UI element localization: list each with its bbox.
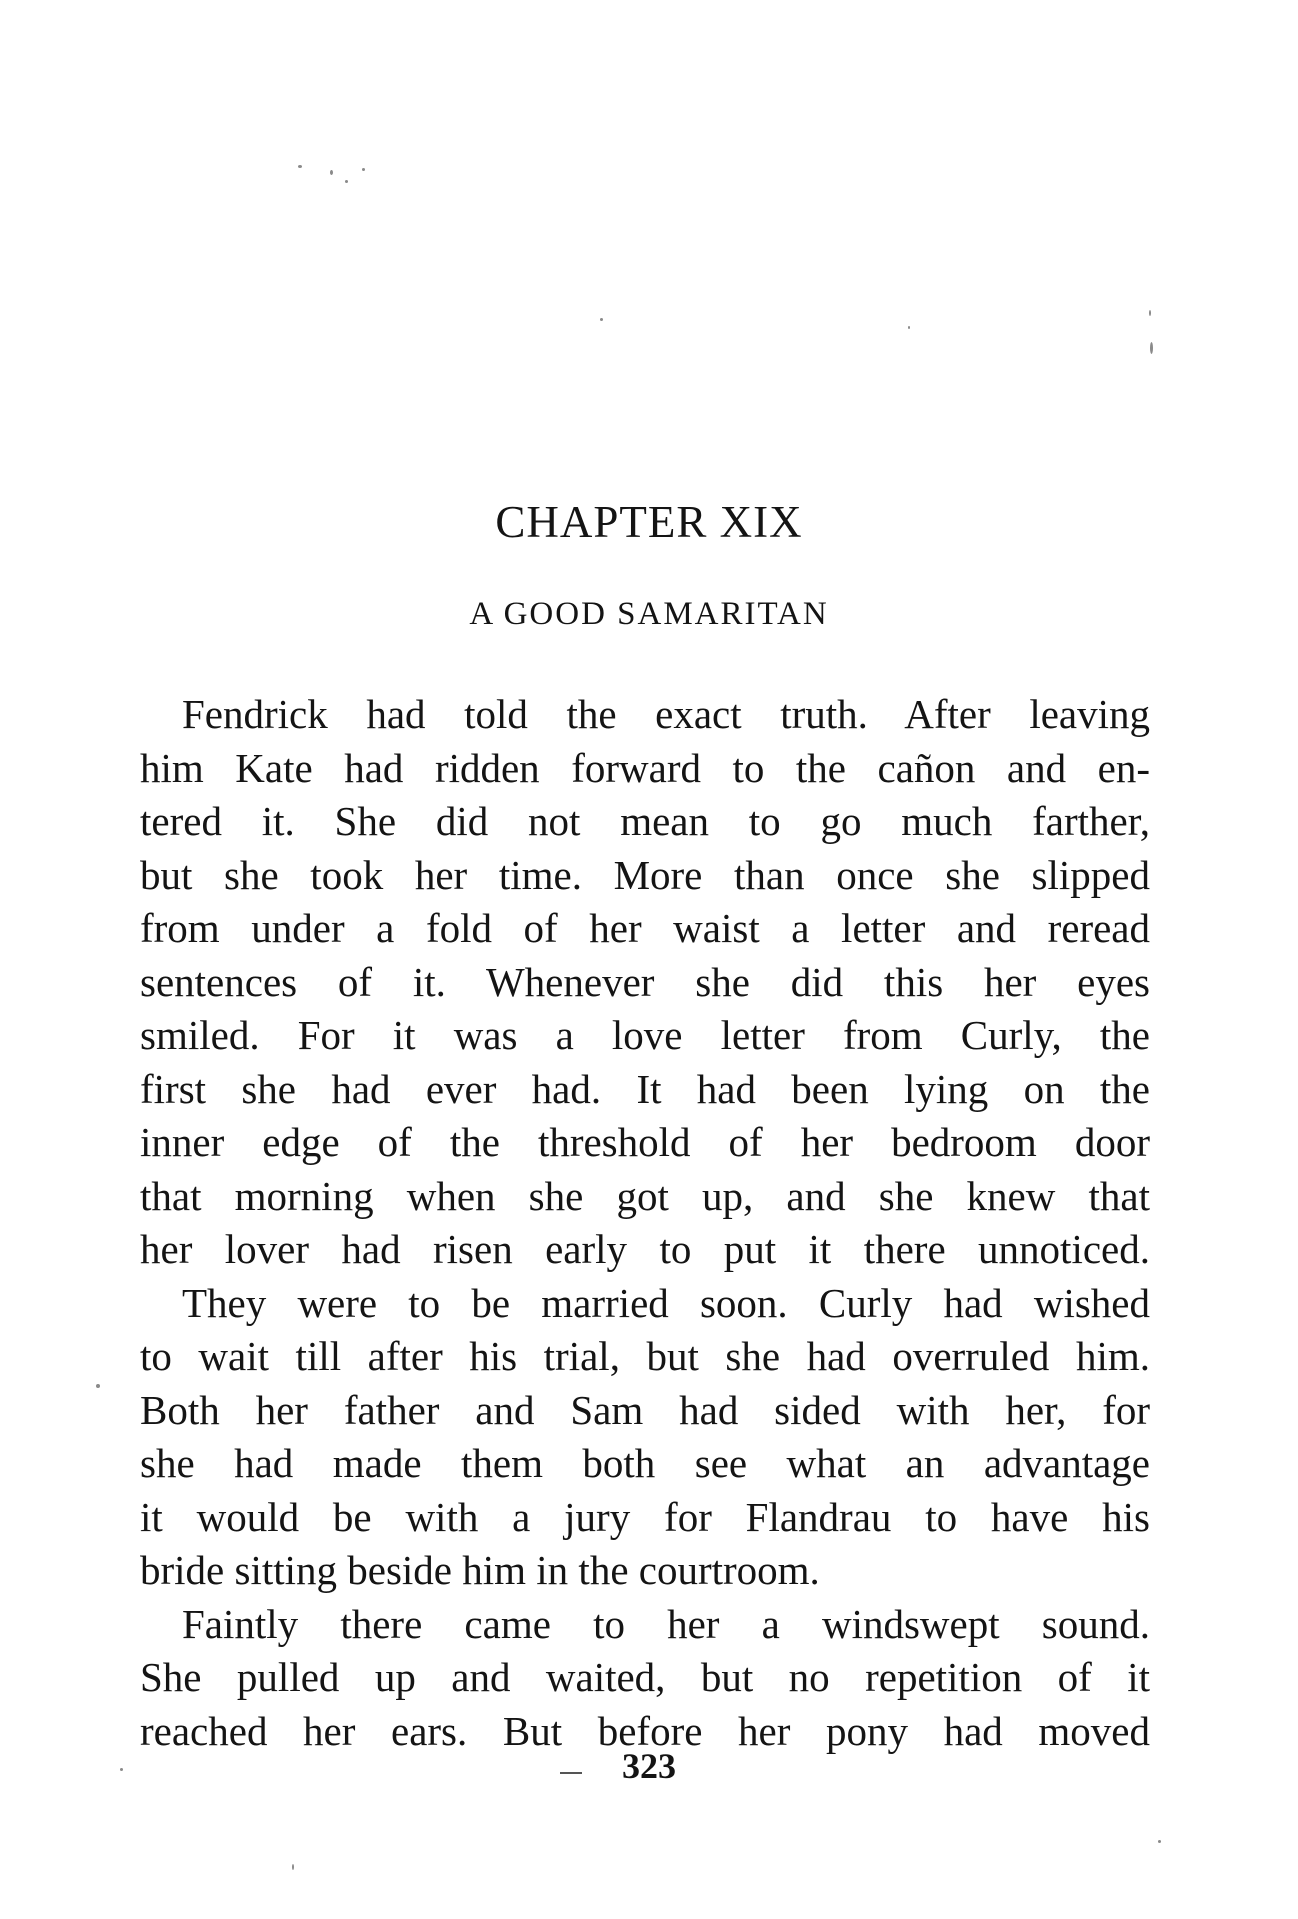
text-line: smiled. For it was a love letter from Curly, the (140, 1012, 1150, 1058)
paper-speck (96, 1384, 100, 1388)
text-line: They were to be married soon. Curly had wished (182, 1279, 1150, 1326)
text-line: bride sitting beside him in the courtroom. (140, 1547, 820, 1593)
body-text (140, 688, 1150, 1758)
page-number: 323 (622, 1746, 676, 1786)
text-line: to wait till after his trial, but she had overruled him. (140, 1333, 1150, 1379)
text-line: she had made them both see what an advantage (140, 1440, 1150, 1486)
paper-speck (298, 165, 302, 168)
text-line: first she had ever had. It had been lying on the (140, 1065, 1150, 1112)
paper-speck (362, 168, 365, 171)
text-line: She pulled up and waited, but no repetition of it (140, 1654, 1150, 1700)
text-line: Faintly there came to her a windswept sound. (182, 1600, 1150, 1647)
text-line: it would be with a jury for Flandrau to have his (140, 1493, 1150, 1540)
text-line: Fendrick had told the exact truth. After leaving (182, 691, 1150, 737)
paper-speck (292, 1864, 294, 1870)
paper-speck (908, 326, 910, 329)
text-line: Both her father and Sam had sided with her, for (140, 1386, 1150, 1433)
chapter-title: A GOOD SAMARITAN (469, 596, 829, 632)
paragraph (140, 688, 1150, 1277)
paper-speck (1158, 1840, 1161, 1843)
paper-speck (1149, 310, 1151, 316)
paragraph (140, 1277, 1150, 1598)
text-line: her lover had risen early to put it there unnoticed. (140, 1226, 1150, 1272)
chapter-heading: CHAPTER XIX (495, 497, 803, 547)
text-line: but she took her time. More than once she slipped (140, 851, 1150, 898)
text-line: inner edge of the threshold of her bedroom door (140, 1119, 1150, 1165)
text-line: reached her ears. But before her pony had moved (140, 1707, 1150, 1754)
text-line: that morning when she got up, and she knew that (140, 1172, 1150, 1219)
paper-speck (1150, 342, 1153, 354)
paper-speck (345, 180, 348, 183)
text-line: sentences of it. Whenever she did this her eyes (140, 958, 1150, 1005)
text-line: tered it. She did not mean to go much farther, (140, 798, 1150, 844)
text-line: from under a fold of her waist a letter and reread (140, 905, 1150, 951)
text-line: him Kate had ridden forward to the cañon and en- (140, 744, 1150, 791)
paper-speck (600, 318, 603, 321)
paragraph (140, 1598, 1150, 1759)
paper-speck (330, 170, 333, 175)
